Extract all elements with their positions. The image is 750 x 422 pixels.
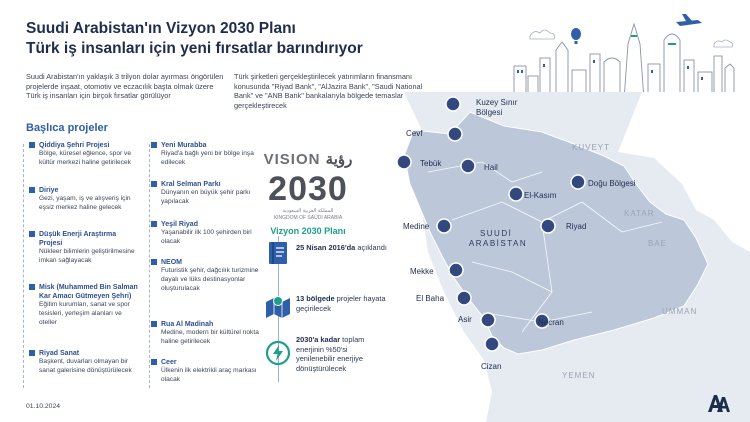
energy-icon — [265, 340, 291, 366]
project-description: Nükleer bilimlerin geliştirilmesine imkan sağlayacak — [39, 248, 135, 264]
region-marker-dot — [446, 97, 460, 111]
vision-logo-subtitle: KINGDOM OF SAUDI ARABIA — [273, 215, 343, 221]
project-description: Futuristik şehir, dağcılık turizmine dayalı ve lüks destinasyonlar oluşturulacak — [161, 267, 259, 292]
vision-logo-year: 2030 — [268, 170, 348, 208]
page-title — [26, 19, 446, 59]
agency-logo-icon — [707, 393, 731, 413]
project-item — [161, 258, 261, 293]
project-description: Başkent, duvarları olmayan bir sanat galerisine dönüştürülecek — [39, 358, 132, 374]
project-title: Qiddiya Şehri Projesi — [39, 142, 110, 149]
region-label: Mekke — [410, 267, 434, 276]
region-marker-dot — [485, 337, 499, 351]
project-item — [161, 141, 261, 168]
project-title: Ceer — [161, 359, 177, 366]
fact-highlight: 13 bölgede — [296, 294, 335, 303]
fact-highlight: 2030'a kadar — [296, 335, 341, 344]
region-label: Cevf — [406, 129, 423, 138]
region-marker-dot — [541, 219, 555, 233]
region-marker-dot — [449, 263, 463, 277]
fact-text: toplam enerjinin %50'si yenilenebilir enerjiye dönüştürülecek — [296, 335, 365, 373]
project-description: Eğitim kurumları, sanat ve spor tesisleri, yerleşim alanları ve oteller — [39, 301, 130, 326]
project-title: Yeşil Riyad — [161, 221, 198, 228]
project-description: Medine, modern bir kültürel nokta haline getirilecek — [161, 329, 259, 345]
intro-text-right: Türk şirketleri gerçekleştirilecek yatırımların finansmanı konusunda "Riyad Bank", "AlJazira Bank", "Saudi National Bank" ve "ANB Bank" bankalarıyla bölgede temaslar gerçekleştirecek — [234, 72, 423, 110]
saudi-arabia-map — [392, 92, 750, 422]
region-marker-elbaha[interactable] — [416, 291, 471, 305]
region-marker-dot — [397, 155, 411, 169]
project-item — [161, 180, 261, 207]
fact-text: açıklandı — [357, 243, 387, 252]
region-label: Doğu Bölgesi — [588, 179, 636, 188]
neighbor-label-kuveyt: KUVEYT — [572, 143, 611, 152]
project-bullet — [29, 231, 35, 237]
project-title: Kral Selman Parkı — [161, 181, 221, 188]
project-description: Dünyanın en büyük şehir parkı yapılacak — [161, 189, 251, 205]
project-description: Gezi, yaşam, iş ve alışveriş için eşsiz merkez haline gelecek — [39, 195, 131, 211]
book-icon — [266, 240, 290, 266]
project-bullet — [29, 187, 35, 193]
country-label-line: SUUDİ — [479, 229, 513, 238]
project-bullet — [151, 181, 157, 187]
project-item — [161, 320, 261, 347]
country-label-line: ARABİSTAN — [468, 239, 528, 248]
project-bullet — [29, 142, 35, 148]
vision-2030-logo — [258, 150, 358, 236]
project-bullet — [151, 142, 157, 148]
project-item — [161, 358, 261, 385]
region-marker-dot — [437, 219, 451, 233]
fact-announcement — [296, 243, 388, 253]
map-pin-icon — [264, 292, 292, 318]
region-label: Medine — [403, 222, 430, 231]
neighbor-label-yemen: YEMEN — [562, 371, 596, 380]
project-title: NEOM — [161, 259, 182, 266]
region-label: Riyad — [566, 222, 587, 231]
region-marker-dot — [509, 187, 523, 201]
fact-regions — [296, 294, 388, 313]
project-title: Rua Al Madinah — [161, 321, 214, 328]
region-marker-dot — [448, 127, 462, 141]
region-label: Necran — [538, 318, 564, 327]
projects-heading: Başlıca projeler — [26, 122, 108, 134]
project-item — [39, 349, 139, 376]
vision-plan-label: Vizyon 2030 Planı — [270, 226, 346, 236]
neighbor-label-bae: BAE — [648, 239, 668, 248]
fact-text: projeler hayata geçirilecek — [296, 294, 386, 313]
region-label: Asir — [458, 315, 472, 324]
project-bullet — [29, 350, 35, 356]
neighbor-label-katar: KATAR — [624, 209, 655, 218]
region-label: Hail — [484, 163, 498, 172]
project-title: Riyad Sanat — [39, 350, 80, 357]
project-title: Diriye — [39, 187, 59, 194]
project-bullet — [29, 284, 35, 290]
project-item — [39, 141, 139, 168]
region-marker-dot — [461, 159, 475, 173]
project-bullet — [151, 221, 157, 227]
region-marker-dot — [571, 175, 585, 189]
vision-logo-arabic-subtitle: المملكة العربية السعودية — [282, 208, 334, 214]
skyline-illustration — [500, 14, 738, 102]
region-label: Cizan — [481, 362, 502, 371]
project-title: Düşük Enerji Araştırma Projesi — [39, 231, 117, 247]
intro-text-left: Suudi Arabistan'ın yaklaşık 3 trilyon dolar ayırması öngörülen projelerde inşaat, otomotiv ve eczacılık başta olmak üzere Türk iş insanları için birçok fırsatlar görülüyor — [26, 72, 224, 101]
project-title: Misk (Muhammed Bin Salman Kar Amacı Gütmeyen Şehri) — [39, 284, 138, 300]
title-line-1: Suudi Arabistan'ın Vizyon 2030 Planı — [26, 20, 296, 37]
project-description: Riyad'a bağlı yeni bir bölge inşa edilecek — [161, 150, 254, 166]
fact-highlight: 25 Nisan 2016'da — [296, 243, 356, 252]
project-description: Yaşanabilir ilk 100 şehirden biri olacak — [161, 229, 252, 245]
project-description: Bölge, küresel eğlence, spor ve kültür merkezi haline getirilecek — [39, 150, 132, 166]
title-line-2: Türk iş insanları için yeni fırsatlar barındırıyor — [26, 40, 363, 57]
vision-logo-word-latin: VISION — [263, 151, 321, 168]
fact-energy — [296, 335, 388, 373]
region-marker-dot — [481, 313, 495, 327]
projects-right-guide — [149, 144, 150, 388]
vision-logo-word-arabic: رؤية — [325, 151, 353, 168]
project-item — [39, 186, 139, 213]
project-item — [39, 283, 139, 327]
region-marker-dot — [457, 291, 471, 305]
project-bullet — [151, 259, 157, 265]
vision-logo-word — [258, 150, 358, 168]
project-item — [161, 220, 261, 247]
region-label: El-Kasım — [524, 191, 557, 200]
region-label-line: Bölgesi — [476, 108, 503, 117]
projects-left-guide — [23, 144, 24, 388]
region-marker-medine[interactable] — [403, 219, 451, 233]
region-label-line: Kuzey Sınır — [476, 98, 518, 107]
project-description: Ülkenin ilk elektrikli araç markası olacak — [161, 367, 257, 383]
neighbor-label-umman: UMMAN — [662, 307, 698, 316]
region-label: El Baha — [416, 294, 445, 303]
project-bullet — [151, 321, 157, 327]
project-bullet — [151, 359, 157, 365]
project-item — [39, 230, 139, 266]
project-title: Yeni Murabba — [161, 142, 207, 149]
publish-date: 01.10.2024 — [26, 403, 61, 410]
region-label: Tebük — [420, 159, 442, 168]
